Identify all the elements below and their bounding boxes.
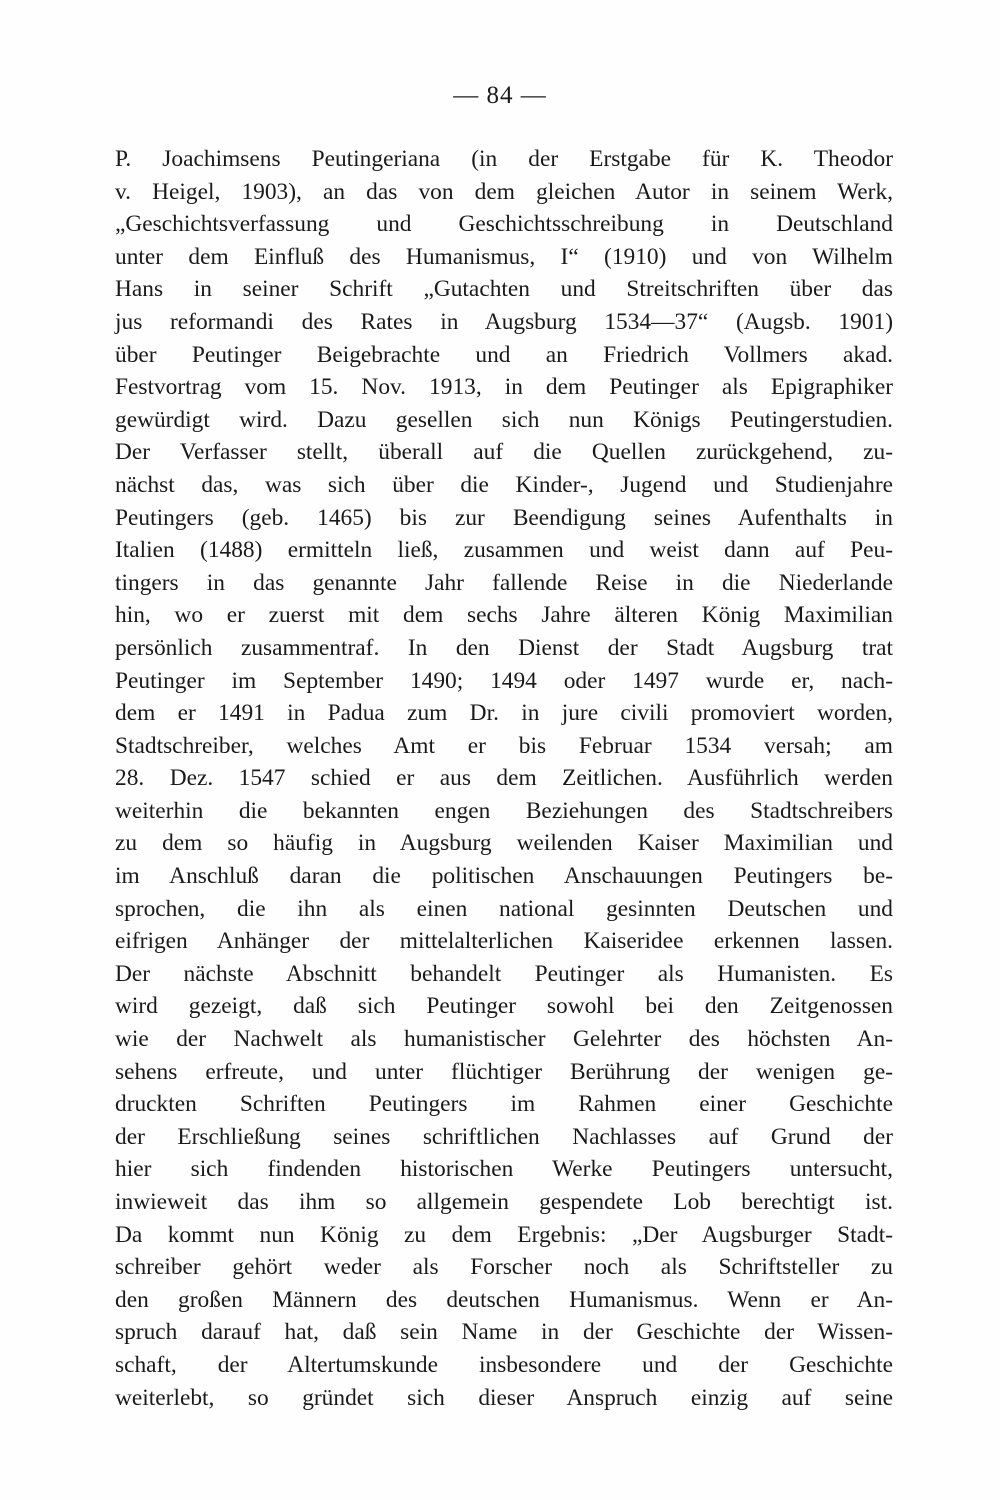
text-line: sprochen, die ihn als einen national gesinnten Deutschen und <box>115 895 893 922</box>
text-line: schreiber gehört weder als Forscher noch als Schriftsteller zu <box>115 1254 893 1281</box>
text-line: wird gezeigt, daß sich Peutinger sowohl bei den Zeitgenossen <box>115 993 893 1020</box>
text-line: Der Verfasser stellt, überall auf die Quellen zurückgehend, zu- <box>115 439 893 466</box>
text-line: über Peutinger Beigebrachte und an Friedrich Vollmers akad. <box>115 341 893 368</box>
text-line: sehens erfreute, und unter flüchtiger Berührung der wenigen ge- <box>115 1058 893 1085</box>
text-line: persönlich zusammentraf. In den Dienst der Stadt Augsburg trat <box>115 634 893 661</box>
text-line: „Geschichtsverfassung und Geschichtsschreibung in Deutschland <box>115 211 893 238</box>
text-line: v. Heigel, 1903), an das von dem gleichen Autor in seinem Werk, <box>115 178 893 205</box>
text-line: der Erschließung seines schriftlichen Nachlasses auf Grund der <box>115 1123 893 1150</box>
text-line: nächst das, was sich über die Kinder-, Jugend und Studienjahre <box>115 471 893 498</box>
text-line: spruch darauf hat, daß sein Name in der Geschichte der Wissen- <box>115 1319 893 1346</box>
text-line: Hans in seiner Schrift „Gutachten und Streitschriften über das <box>115 276 893 303</box>
text-line: inwieweit das ihm so allgemein gespendete Lob berechtigt ist. <box>115 1189 893 1215</box>
text-line: jus reformandi des Rates in Augsburg 1534—37“ (Augsb. 1901) <box>115 308 893 335</box>
text-line: Peutingers (geb. 1465) bis zur Beendigung seines Aufenthalts in <box>115 504 893 531</box>
text-line: hin, wo er zuerst mit dem sechs Jahre älteren König Maximilian <box>115 602 893 629</box>
text-line: gewürdigt wird. Dazu gesellen sich nun Königs Peutingerstudien. <box>115 406 893 433</box>
text-line: wie der Nachwelt als humanistischer Gelehrter des höchsten An- <box>115 1026 893 1053</box>
text-line: eifrigen Anhänger der mittelalterlichen Kaiseridee erkennen lassen. <box>115 928 893 955</box>
text-line: Stadtschreiber, welches Amt er bis Februar 1534 versah; am <box>115 732 893 759</box>
text-line: P. Joachimsens Peutingeriana (in der Erstgabe für K. Theodor <box>115 146 893 172</box>
text-line: Da kommt nun König zu dem Ergebnis: „Der Augsburger Stadt- <box>115 1221 893 1248</box>
text-line: weiterhin die bekannten engen Beziehungen des Stadtschreibers <box>115 797 893 824</box>
text-line: druckten Schriften Peutingers im Rahmen einer Geschichte <box>115 1091 893 1118</box>
text-line: den großen Männern des deutschen Humanismus. Wenn er An- <box>115 1286 893 1313</box>
body-text <box>115 143 893 1414</box>
text-line: weiterlebt, so gründet sich dieser Anspruch einzig auf seine <box>115 1384 893 1411</box>
text-line: Festvortrag vom 15. Nov. 1913, in dem Peutinger als Epigraphiker <box>115 374 893 401</box>
text-line: tingers in das genannte Jahr fallende Reise in die Niederlande <box>115 569 893 596</box>
text-line: zu dem so häufig in Augsburg weilenden Kaiser Maximilian und <box>115 830 893 857</box>
text-line: Peutinger im September 1490; 1494 oder 1497 wurde er, nach- <box>115 667 893 694</box>
text-line: im Anschluß daran die politischen Anschauungen Peutingers be- <box>115 863 893 890</box>
text-line: Italien (1488) ermitteln ließ, zusammen und weist dann auf Peu- <box>115 537 893 564</box>
text-line: Der nächste Abschnitt behandelt Peutinger als Humanisten. Es <box>115 960 893 987</box>
page-number: — 84 — <box>453 82 547 109</box>
text-line: 28. Dez. 1547 schied er aus dem Zeitlichen. Ausführlich werden <box>115 765 893 792</box>
text-line: hier sich findenden historischen Werke Peutingers untersucht, <box>115 1156 893 1183</box>
text-line: unter dem Einfluß des Humanismus, I“ (1910) und von Wilhelm <box>115 243 893 270</box>
text-line: schaft, der Altertumskunde insbesondere und der Geschichte <box>115 1351 893 1378</box>
text-line: dem er 1491 in Padua zum Dr. in jure civili promoviert worden, <box>115 700 893 727</box>
